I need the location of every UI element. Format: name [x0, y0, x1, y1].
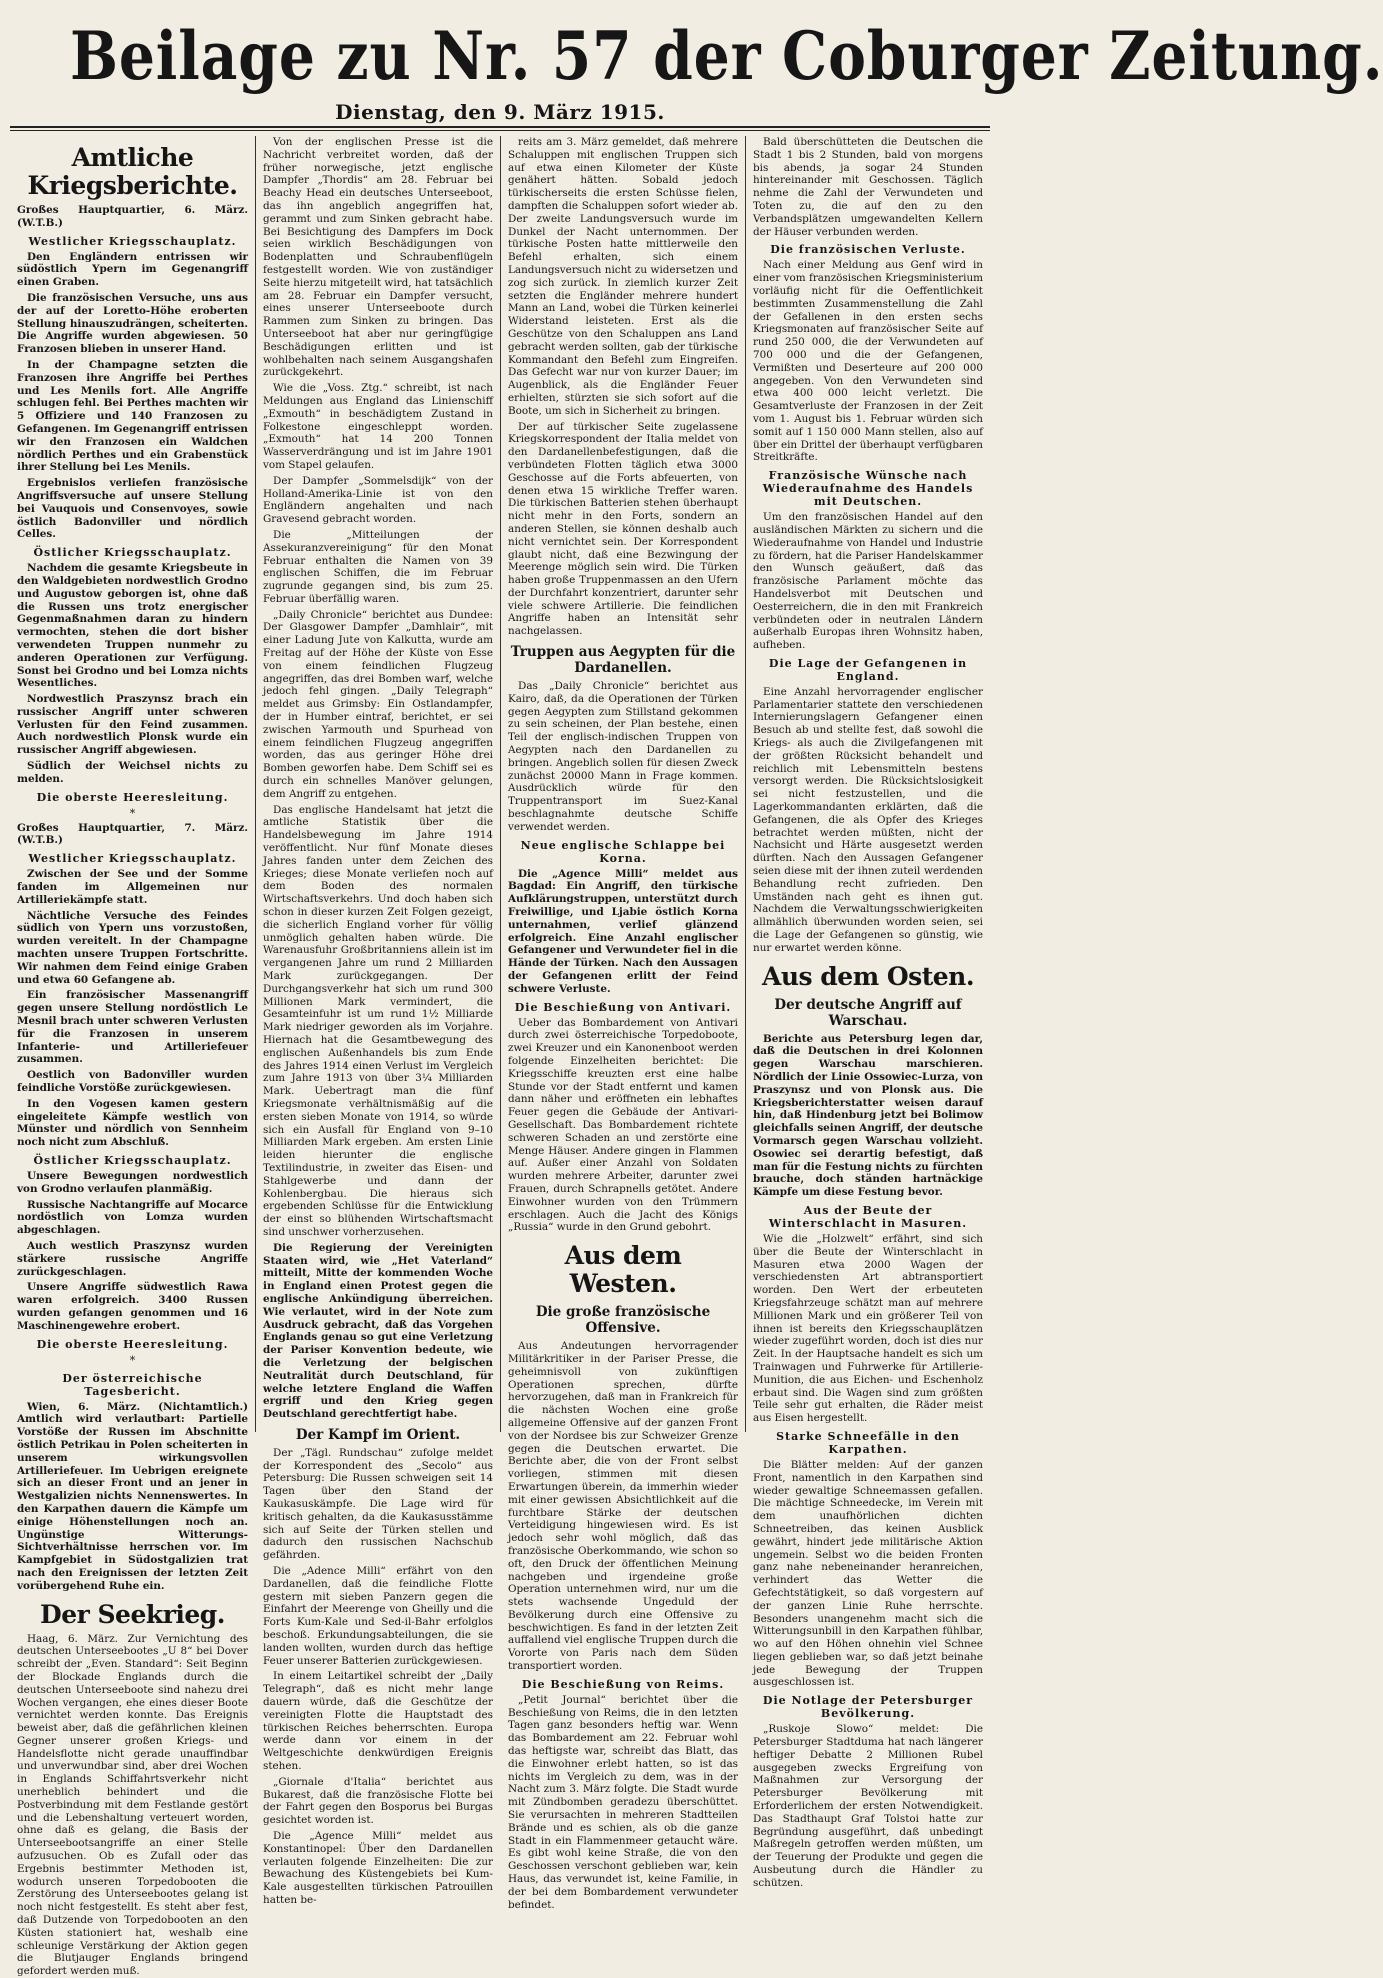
paragraph: Den Engländern entrissen wir südöstlich Ypern im Gegenangriff einen Graben.	[17, 250, 248, 289]
paragraph: „Petit Journal“ berichtet über die Beschießung von Reims, die in den letzten Tagen ganz besonders heftig war. Wenn das Bombardement am 22. Februar wohl das heftigste war, schreibt das Blatt, das die Einwohner erlebt hatten, so ist das nichts im Vergleich zu dem, was in der Nacht zum 3. März folgte. Die Stadt wurde mit Zündbomben geradezu überschüttet. Sie verursachten in mehreren Stadtteilen Brände und es schien, als ob die ganze Stadt in ein Flammenmeer getaucht wäre. Es gibt wohl keine Straße, die von den Geschossen verschont geblieben war, kein Haus, das verwundet ist, keine Familie, in der bei dem Bombardement verwundeter befindet.	[508, 1693, 738, 1911]
subheading: Westlicher Kriegsschauplatz.	[28, 852, 237, 866]
column-3	[500, 136, 745, 1911]
paragraph: Um den französischen Handel auf den ausländischen Märkten zu sichern und die Wiederaufnahme von Handel und Industrie zu fördern, hat die Pariser Handelskammer den Wunsch geäußert, daß das französische Parlament möchte das Handelsverbot mit Deutschen und Oesterreichern, die in den mit Frankreich verbündeten oder in neutralen Ländern außerhalb Europas ihren Wohnsitz haben, aufheben.	[753, 511, 983, 652]
paragraph: Bald überschütteten die Deutschen die Stadt 1 bis 2 Stunden, bald von morgens bis abends, ja sogar 24 Stunden hintereinander mit Geschossen. Täglich nehme die Zahl der Verwundeten und Toten zu, die auf den zu den Verbandsplätzen umgewandelten Kellern der Häuser verbunden werden.	[753, 136, 983, 238]
paragraph: Wie die „Holzwelt“ erfährt, sind sich über die Beute der Winterschlacht in Masuren etwa 2000 Wagen der verschiedensten Art abtransportiert worden. Den Wert der erbeuteten Kriegsfahrzeuge schätzt man auf mehrere Millionen Mark und ein größerer Teil von ihnen ist bereits den Kriegsschauplätzen wieder zugeführt worden, doch ist dies nur Zeit. In der Hauptsache handelt es sich um Trainwagen und Fuhrwerke für Artillerie-Munition, die aus Eichen- und Eschenholz erbaut sind. Die Wagen sind zum größten Teile sehr gut erhalten, die Räder meist aus Eisen hergestellt.	[753, 1232, 983, 1425]
paragraph: Das „Daily Chronicle“ berichtet aus Kairo, daß, da die Operationen der Türken gegen Aegypten zum Stillstand gekommen zu sein scheinen, der Plan bestehe, einen Teil der englisch-indischen Truppen von Aegypten nach den Dardanellen zu bringen. Angeblich sollen für diesen Zweck zunächst 20000 Mann in Frage kommen. Ausdrücklich würde für den Truppentransport im Suez-Kanal beschlagnahmte deutsche Schiffe verwendet werden.	[508, 680, 738, 833]
article-heading: Die große französische Offensive.	[535, 1304, 711, 1337]
article-heading: Neue englische Schlappe bei Korna.	[520, 838, 726, 865]
masthead	[0, 10, 1383, 102]
paragraph: Die französischen Versuche, uns aus der auf der Loretto-Höhe eroberten Stellung hinauszudrängen, scheiterten. Die Angriffe wurden abgewiesen. 50 Franzosen blieben in unserer Hand.	[17, 291, 248, 356]
article-heading: Truppen aus Aegypten für die Dardanellen.	[510, 644, 736, 677]
paragraph: Nach einer Meldung aus Genf wird in einer vom französischen Kriegsministerium vorläufig nicht für die Oeffentlichkeit bestimmten Zusammenstellung die Zahl der Gefallenen in den ersten sechs Kriegsmonaten auf französischer Seite auf rund 250 000, die der Verwundeten auf 700 000 und die der Gefangenen, Vermißten und Deserteure auf 200 000 angegeben. Von den Verwundeten sind etwa 400 000 leicht verletzt. Die Gesamtverluste der Franzosen in der Zeit vom 1. August bis 1. Februar würden sich somit auf 1 150 000 Mann stellen, also auf über ein Drittel der überhaupt verfügbaren Streitkräfte.	[753, 259, 983, 464]
paragraph: In einem Leitartikel schreibt der „Daily Telegraph“, daß es nicht mehr lange dauern würde, daß die Geschütze der vereinigten Flotte die Hauptstadt des türkischen Reiches beherrschten. Europa werde dann vor einem in der Weltgeschichte denkwürdigen Ereignis stehen.	[263, 1670, 493, 1773]
article-heading: Die Notlage der Petersburger Bevölkerung.	[762, 1694, 974, 1721]
paragraph: Die Blätter melden: Auf der ganzen Front, namentlich in den Karpathen sind wieder gewaltige Schneemassen gefallen. Die mächtige Schneedecke, im Verein mit dem unaufhörlichen dichten Schneetreiben, das keinen Ausblick gewährt, hindert jede militärische Aktion ungemein. Selbst wo die beiden Fronten ganz nahe nebeneinander heranreichen, verhindert das Wetter die Gefechtstätigkeit, so daß vorgestern auf der ganzen Linie Ruhe herrschte. Besonders unangenehm macht sich die Witterungsunbill in den Karpathen fühlbar, wo auf den Höhen ohnehin viel Schnee liegen geblieben war, so daß jetzt beinahe jede Bewegung der Truppen ausgeschlossen ist.	[753, 1458, 983, 1689]
paragraph: Südlich der Weichsel nichts zu melden.	[17, 760, 248, 785]
paragraph: In den Vogesen kamen gestern eingeleitete Kämpfe westlich von Münster und nördlich von Sennheim noch nicht zum Abschluß.	[17, 1097, 248, 1149]
article-heading: Die Lage der Gefangenen in England.	[768, 656, 968, 683]
subheading: Der österreichische Tagesbericht.	[62, 1371, 203, 1398]
star-separator: *	[129, 806, 136, 820]
paragraph: Nächtliche Versuche des Feindes südlich von Ypern uns vorzustoßen, wurden vereitelt. In der Champagne machten unsere Truppen Fortschritte. Wir nahmen dem Feind einige Graben und etwa 60 Gefangene ab.	[17, 909, 248, 986]
paragraph: reits am 3. März gemeldet, daß mehrere Schaluppen mit englischen Truppen sich auf etwa einen Kilometer der Küste genähert hätten. Sobald jedoch türkischerseits die ersten Schüsse fielen, dampften die Schaluppen sofort wieder ab. Der zweite Landungsversuch wurde im Dunkel der Nacht unternommen. Der türkische Posten hatte mittlerweile den Befehl erhalten, sich einem Landungsversuch nicht zu widersetzen und zog sich zurück. In ziemlich kurzer Zeit setzten die Engländer mehrere hundert Mann an Land, wobei die Türken keinerlei Widerstand leisteten. Erst als die Geschütze von den Schaluppen ans Land gebracht werden sollten, gab der türkische Kommandant den Befehl zum Eingreifen. Das Gefecht war nur von kurzer Dauer; im Augenblick, als die Engländer Feuer erhielten, stürzten sie sich sofort auf die Boote, um sich in Sicherheit zu bringen.	[508, 136, 738, 417]
paragraph: Ueber das Bombardement von Antivari durch zwei österreichische Torpedoboote, zwei Kreuzer und ein Kanonenboot werden folgende Einzelheiten berichtet: Die Kriegsschiffe kreuzten erst eine halbe Stunde vor der Stadt entfernt und kamen dann näher und eröffneten ein lebhaftes Feuer gegen die Gebäude der Antivari-Gesellschaft. Das Bombardement richtete schweren Schaden an und zerstörte eine Menge Häuser. Andere gingen in Flammen auf. Außer einer Anzahl von Soldaten wurden mehrere Arbeiter, darunter zwei Frauen, durch Schrapnells getötet. Andere Einwohner wurden von den Trümmern erschlagen. Auch die Jacht des Königs „Russia“ wurde in den Grund gebohrt.	[508, 1016, 738, 1234]
article-columns	[10, 136, 990, 1978]
paragraph: Der „Tägl. Rundschau“ zufolge meldet der Korrespondent des „Secolo“ aus Petersburg: Die Russen schweigen seit 14 Tagen über den Stand der Kaukasuskämpfe. Die Lage wird für kritisch gehalten, da die Kaukasusstämme sich auf Seite der Türken stellen und dadurch den russischen Nachschub gefährden.	[263, 1446, 493, 1562]
section-heading: Der Seekrieg.	[40, 1599, 225, 1629]
paragraph: Unsere Bewegungen nordwestlich von Grodno verlaufen planmäßig.	[17, 1170, 248, 1195]
subheading: Westlicher Kriegsschauplatz.	[28, 234, 237, 248]
paragraph: In der Champagne setzten die Franzosen ihre Angriffe bei Perthes und Les Menils fort. Alle Angriffe schlugen fehl. Bei Perthes machten wir 5 Offiziere und 140 Franzosen zu Gefangenen. Im Gegenangriff entrissen wir den Franzosen ein Waldchen nördlich Perthes und ein Grabenstück ihrer Stellung bei Les Menils.	[17, 358, 248, 474]
article-heading: Die Beschießung von Antivari.	[514, 1000, 732, 1014]
paragraph: Die „Adence Milli“ erfährt von den Dardanellen, daß die feindliche Flotte gestern mit sieben Panzern gegen die Einfahrt der Meerenge von Gheilly und die Forts Kum-Kale und Sed-il-Bahr erfolglos beschoß. Erkundungsabteilungen, die sie landen wollten, wurden durch das heftige Feuer unserer Batterien zurückgewiesen.	[263, 1565, 493, 1667]
paragraph: „Daily Chronicle“ berichtet aus Dundee: Der Glasgower Dampfer „Damhlair“, mit einer Ladung Jute von Kalkutta, wurde am Freitag auf der Höhe der Küste von Esse von einem feindlichen Flugzeug angegriffen, das drei Bomben warf, welche jedoch fehl gingen. „Daily Telegraph“ meldet aus Grimsby: Ein Ostlandampfer, der in Humber eintraf, berichtet, er sei zwischen Yarmouth und Spurhead von einem feindlichen Flugzeug angegriffen worden, das aus geringer Höhe drei Bomben geworfen habe. Dem Schiff sei es durch ein schnelles Manöver gelungen, dem Angriff zu entgehen.	[263, 608, 493, 800]
column-1	[10, 136, 255, 1978]
paragraph: Auch westlich Praszynsz wurden stärkere russische Angriffe zurückgeschlagen.	[17, 1239, 248, 1278]
star-separator: *	[129, 1353, 136, 1367]
subheading: Östlicher Kriegsschauplatz.	[33, 1154, 232, 1167]
article-heading: Der deutsche Angriff auf Warschau.	[774, 996, 962, 1029]
column-4	[745, 136, 990, 1889]
paragraph: „Ruskoje Slowo“ meldet: Die Petersburger Stadtduma hat nach längerer heftiger Debatte 2 Millionen Rubel ausgegeben zwecks Ergreifung von Maßnahmen zur Versorgung der Petersburger Bevölkerung mit Erforderlichem der ersten Notwendigkeit. Das Stadthaupt Graf Tolstoi hatte zur Begründung ausgeführt, daß unbedingt Maßregeln getroffen werden müßten, um der Teuerung der Produkte und gegen die Ausbeutung durch die Händler zu schützen.	[753, 1723, 983, 1889]
paragraph: Oestlich von Badonviller wurden feindliche Vorstöße zurückgewiesen.	[17, 1069, 248, 1095]
section-heading: Aus dem Osten.	[761, 961, 975, 991]
paragraph: Der auf türkischer Seite zugelassene Kriegskorrespondent der Italia meldet von den Dardanellenbefestigungen, daß die verbündeten Flotten täglich etwa 3000 Geschosse auf die Forts abfeuerten, von denen etwa 15 wirkliche Treffer waren. Die türkischen Batterien stehen überhaupt nicht mehr in den Forts, sondern an anderen Stellen, sie können deshalb auch nicht vernichtet sein. Der Korrespondent glaubt nicht, daß eine Bezwingung der Meerenge möglich sein wird. Die Türken haben große Truppenmassen an den Ufern der Durchfahrt konzentriert, darunter sehr viele schwere Artillerie. Die feindlichen Angriffe haben an Intensität sehr nachgelassen.	[508, 420, 738, 638]
signature: Die oberste Heeresleitung.	[36, 790, 229, 804]
dateline-hq: Großes Hauptquartier, 6. März. (W.T.B.)	[17, 204, 248, 229]
paragraph: Ergebnislos verliefen französische Angriffsversuche auf unsere Stellung bei Vauquois und Consenvoyes, sowie östlich Badonviller und nördlich Celles.	[17, 477, 248, 541]
subheading: Östlicher Kriegsschauplatz.	[33, 546, 232, 560]
dateline: Dienstag, den 9. März 1915.	[335, 100, 665, 124]
paragraph: Haag, 6. März. Zur Vernichtung des deutschen Unterseebootes „U 8“ bei Dover schreibt der „Even. Standard“: Seit Beginn der Blockade Englands durch die deutschen Unterseeboote sind nahezu drei Wochen vergangen, ehe eines dieser Boote vernichtet werden konnte. Das Ereignis beweist aber, daß die gefährlichen kleinen Gegner unserer großen Kriegs- und Handelsflotte nicht gerade unauffindbar und unverwundbar sind, aber drei Wochen in Englands Schiffahrtsverkehr nicht unerheblich behindert und die Postverbindung mit dem Festlande gestört und die Lebenshaltung verteuert worden, ohne daß es gelang, die Basis der Unterseebootsangriffe an einer Stelle aufzusuchen. Ob es Zufall oder das Ergebnis bestimmter Methoden ist, wodurch unseren Torpedobooten die Zerstörung des Unterseebootes gelang ist noch nicht festgestellt. Es steht aber fest, daß Dutzende von Torpedobooten an den Küsten stationiert hat, weshalb eine schleunige Verstärkung der Aktion gegen die Blutjauger Englands bringend gefordert werden muß.	[17, 1632, 248, 1978]
header-rule	[10, 126, 990, 128]
dateline-hq: Großes Hauptquartier, 7. März. (W.T.B.)	[17, 821, 248, 847]
paragraph: Wie die „Voss. Ztg.“ schreibt, ist nach Meldungen aus England das Linienschiff „Exmouth“ in beschädigtem Zustand in Folkestone eingeschleppt worden. „Exmouth“ hat 14 200 Tonnen Wasserverdrängung und ist im Jahre 1901 vom Stapel gelaufen.	[263, 382, 493, 471]
paragraph: Russische Nachtangriffe auf Mocarce nordöstlich von Lomza wurden abgeschlagen.	[17, 1198, 248, 1237]
paragraph: Die „Mitteilungen der Assekuranzvereinigung“ für den Monat Februar enthalten die Namen von 39 englischen Schiffen, die im Februar zugrunde gegangen sind, bis zum 25. Februar überfällig waren.	[263, 528, 493, 605]
paragraph: Berichte aus Petersburg legen dar, daß die Deutschen in drei Kolonnen gegen Warschau marschieren. Nördlich der Linie Ossowiec-Lurza, von Praszynsz und von Plonsk aus. Die Kriegsberichterstatter weisen darauf hin, daß Hindenburg jetzt bei Bolimow gleichfalls seinen Angriff, der deutsche Vormarsch gegen Warschau vollzieht. Osowiec sei derartig befestigt, daß man für die Festung nichts zu fürchten brauche, doch ständen hartnäckige Kämpfe um diese Festung bevor.	[753, 1032, 983, 1199]
paragraph: Die Regierung der Vereinigten Staaten wird, wie „Het Vaterland“ mitteilt, Mitte der kommenden Woche in England einen Protest gegen die englische Ankündigung überreichen. Wie verlautet, wird in der Note zum Ausdruck gebracht, daß das Vorgehen Englands genau so gut eine Verletzung der Pariser Konvention bedeute, wie die Verletzung der belgischen Neutralität durch Deutschland, für welche letztere England die Waffen ergriff und den Krieg gegen Deutschland gerechtfertigt habe.	[263, 1241, 493, 1421]
paragraph: Nordwestlich Praszynsz brach ein russischer Angriff unter schweren Verlusten für den Feind zusammen. Auch nordwestlich Plonsk wurde ein russischer Angriff abgewiesen.	[17, 693, 248, 757]
paragraph: Wien, 6. März. (Nichtamtlich.) Amtlich wird verlautbart: Partielle Vorstöße der Russen im Abschnitte östlich Petrikau in Polen scheiterten in unserem wirkungsvollen Artilleriefeuer. Im Uebrigen ereignete sich an dieser Front und an jener in Westgalizien nichts Nennenswertes. In den Karpathen dauern die Kämpfe um einige Höhenstellungen noch an. Ungünstige Witterungs-Sichtverhältnisse herrschen vor. Im Kampfgebiet in Südostgalizien trat nach den Ereignissen der letzten Zeit vorübergehend Ruhe ein.	[17, 1400, 248, 1592]
section-heading: Aus dem Westen.	[564, 1241, 682, 1299]
article-heading: Der Kampf im Orient.	[295, 1426, 461, 1443]
article-heading: Die französischen Verluste.	[770, 243, 966, 257]
article-heading: Aus der Beute der Winterschlacht in Masuren.	[768, 1203, 968, 1230]
masthead-title: Beilage zu Nr. 57 der Coburger Zeitung.	[70, 17, 1383, 95]
paragraph: Aus Andeutungen hervorragender Militärkritiker in der Pariser Presse, die geheimnisvoll von zukünftigen Operationen sprechen, dürfte hervorzugehen, daß man in Frankreich für die nächsten Wochen eine große allgemeine Offensive auf der ganzen Front von der Nordsee bis zur Schweizer Grenze gegen die Deutschen erwartet. Die Berichte aber, die von der Front selbst vorliegen, stimmen mit diesen Erwartungen überein, da immerhin wieder mit einer gewissen Absichtlichkeit auf die furchtbare Stärke der deutschen Verteidigung hingewiesen wird. Es ist jedoch sehr wohl möglich, daß das französische Oberkommando, wie schon so oft, den Druck der öffentlichen Meinung nachgeben und irgendeine große Operation unternehmen wird, nur um die stets wachsende Ungeduld der Bevölkerung durch eine Offensive zu beschwichtigen. Es fand in der letzten Zeit auffallend viel englische Truppen durch die Vororte von Paris nach dem Süden transportiert worden.	[508, 1340, 738, 1673]
paragraph: Der Dampfer „Sommelsdijk“ von der Holland-Amerika-Linie ist von den Engländern angehalten und nach Gravesend gebracht worden.	[263, 474, 493, 526]
paragraph: Die „Agence Milli“ meldet aus Bagdad: Ein Angriff, den türkische Aufklärungstruppen, unterstützt durch Freiwillige, und Ljabie östlich Korna unternahmen, verlief glänzend erfolgreich. Eine Anzahl englischer Gefangener und Verwundeter fiel in die Hände der Türken. Nach den Aussagen der Gefangenen erlitt der Feind schwere Verluste.	[508, 867, 738, 995]
paragraph: Von der englischen Presse ist die Nachricht verbreitet worden, daß der früher norwegische, jetzt englische Dampfer „Thordis“ am 28. Februar bei Beachy Head ein deutsches Unterseeboot, das ihn angeblich angegriffen hat, gerammt und zum Sinken gebracht habe. Bei Besichtigung des Dampfers im Dock seien wirklich Beschädigungen von Bodenplatten und Schraubenflügeln festgestellt worden. Wie von zuständiger Seite hierzu mitgeteilt wird, hat tatsächlich am 28. Februar ein Dampfer versucht, eines unserer Unterseeboote durch Rammen zum Sinken zu bringen. Das Unterseeboot hat aber nur geringfügige Beschädigungen erlitten und ist wohlbehalten nach seinem Ausgangshafen zurückgekehrt.	[263, 136, 493, 379]
paragraph: Die „Agence Milli“ meldet aus Konstantinopel: Über den Dardanellen verlauten folgende Einzelheiten: Die zur Bewachung des Küstengebiets bei Kum-Kale ausgestellten türkischen Patrouillen hatten be-	[263, 1830, 493, 1906]
article-heading: Starke Schneefälle in den Karpathen.	[776, 1429, 960, 1456]
header-rule-thin	[10, 130, 990, 131]
column-2	[255, 136, 500, 1906]
section-heading: Amtliche Kriegsberichte.	[27, 143, 238, 200]
article-heading: Französische Wünsche nach Wiederaufnahme des Handels mit Deutschen.	[762, 469, 974, 509]
paragraph: „Giornale d'Italia“ berichtet aus Bukarest, daß die französische Flotte bei der Fahrt gegen den Bosporus bei Burgas gesichtet worden ist.	[263, 1775, 493, 1827]
paragraph: Ein französischer Massenangriff gegen unsere Stellung nordöstlich Le Mesnil brach unter schweren Verlusten für die Franzosen in unserem Infanterie- und Artilleriefeuer zusammen.	[17, 989, 248, 1066]
article-heading: Die Beschießung von Reims.	[521, 1677, 725, 1691]
paragraph: Zwischen der See und der Somme fanden im Allgemeinen nur Artilleriekämpfe statt.	[17, 868, 248, 906]
paragraph: Unsere Angriffe südwestlich Rawa waren erfolgreich. 3400 Russen wurden gefangen genommen und 16 Maschinengewehre erobert.	[17, 1281, 248, 1332]
paragraph: Eine Anzahl hervorragender englischer Parlamentarier stattete den verschiedenen Internierungslagern Gefangener einen Besuch ab und stellte fest, daß sowohl die Kriegs- als auch die Zivilgefangenen mit der größten Rücksicht behandelt und reichlich mit Lebensmitteln bestens versorgt werden. Die Rücksichtslosigkeit sei nicht festzustellen, und die Lagerkommandanten erklärten, daß die Gefangenen, die als Opfer des Krieges betrachtet werden müßten, nicht der Nachsicht und Härte ausgesetzt werden dürften. Nach den Aussagen Gefangener seien diese mit der ihnen zuteil werdenden Behandlung recht zufrieden. Den Umständen nach geht es ihnen gut. Nachdem die Verwaltungsschwierigkeiten allmählich überwunden worden seien, sei die Lage der Gefangenen so günstig, wie nur erwartet werden könne.	[753, 685, 983, 954]
paragraph: Das englische Handelsamt hat jetzt die amtliche Statistik über die Handelsbewegung im Jahre 1914 veröffentlicht. Nur fünf Monate dieses Jahres fanden unter dem Zeichen des Krieges; diese Monate verliefen noch auf dem Boden des normalen Wirtschaftsverkehrs. Und doch haben sich schon in dieser kurzen Zeit Folgen gezeigt, die sicherlich England vorher für völlig unmöglich gehalten haben würde. Die Warenausfuhr Großbritanniens allein ist im vergangenen Jahre um rund 2 Milliarden Mark zurückgegangen. Der Durchgangsverkehr hat sich um rund 300 Millionen Mark vermindert, die Gesamteinfuhr ist um rund 1½ Milliarde Mark niedriger geworden als im Vorjahre. Hiernach hat die Gesamtbewegung des englischen Außenhandels bis zum Ende des Jahres 1914 einen Verlust im Vergleich zum Jahre 1913 von über 3¼ Milliarden Mark. Uebertragt man die fünf Kriegsmonate verhältnismäßig auf die ersten sieben Monate von 1914, so würde sich ein Ausfall für England von 9–10 Milliarden Mark ergeben. Am ersten Linie leiden hierunter die englische Textilindustrie, in zweiter das Eisen- und Stahlgewerbe und dann der Kohlenbergbau. Die hieraus sich ergebenden Schlüsse für die Entwicklung der einst so blühenden Wirtschaftsmacht sind unschwer vorherzusehen.	[263, 803, 493, 1238]
signature: Die oberste Heeresleitung.	[36, 1337, 229, 1351]
paragraph: Nachdem die gesamte Kriegsbeute in den Waldgebieten nordwestlich Grodno und Augustow geborgen ist, ohne daß die Russen uns trotz energischer Gegenmaßnahmen daran zu hindern vermochten, stehen die dort bisher verwendeten Truppen nunmehr zu anderen Operationen zur Verfügung. Sonst bei Grodno und bei Lomza nichts Wesentliches.	[17, 562, 248, 690]
